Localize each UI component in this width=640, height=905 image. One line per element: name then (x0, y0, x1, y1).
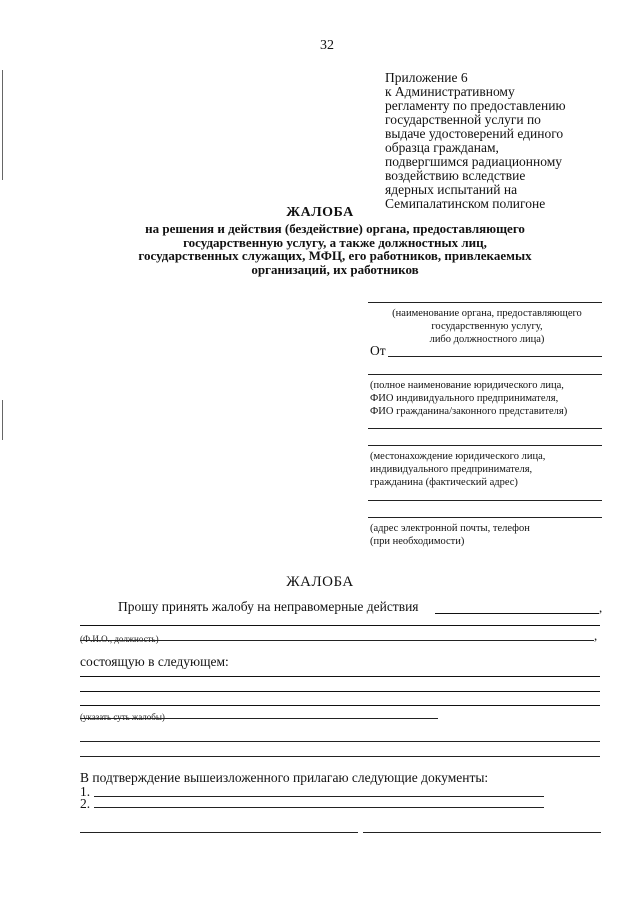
essence-hint: (указать суть жалобы) (80, 712, 165, 722)
subtitle-line: организаций, их работников (251, 261, 419, 277)
appendix-line: к Административному (385, 84, 515, 99)
consisting-text: состоящую в следующем: (80, 654, 229, 669)
scan-edge-mark (2, 400, 3, 440)
violator-field[interactable] (435, 613, 599, 614)
caption-line: ФИО индивидуального предпринимателя, (370, 393, 559, 404)
complaint-essence-field[interactable] (80, 756, 600, 757)
caption-line: гражданина (фактический адрес) (370, 477, 518, 488)
signature-field[interactable] (363, 832, 601, 833)
appendix-line: Семипалатинском полигоне (385, 196, 546, 211)
comma-mark: , (599, 600, 603, 615)
page-number: 32 (320, 38, 334, 53)
complaint-essence-field[interactable] (80, 676, 600, 677)
location-field[interactable] (368, 445, 602, 446)
contact-caption (370, 522, 610, 548)
comma-mark: , (594, 628, 598, 643)
caption-line: либо должностного лица) (429, 334, 545, 345)
organ-name-field[interactable] (368, 302, 602, 303)
caption-line: (наименование органа, предоставляющего (392, 308, 582, 319)
location-field[interactable] (368, 428, 602, 429)
caption-line: (адрес электронной почты, телефон (370, 523, 530, 534)
location-caption (370, 450, 610, 489)
date-field[interactable] (80, 832, 358, 833)
complaint-essence-field[interactable] (80, 705, 600, 706)
appendix-line: Приложение 6 (385, 70, 468, 85)
caption-line: ФИО гражданина/законного представителя) (370, 406, 568, 417)
subtitle-line: на решения и действия (бездействие) органа, предоставляющего (145, 221, 525, 236)
from-field[interactable] (388, 356, 602, 357)
applicant-name-field[interactable] (368, 374, 602, 375)
doc-item-field[interactable] (94, 807, 544, 808)
appendix-line: ядерных испытаний на (385, 182, 518, 197)
appendix-line: государственной услуги по (385, 112, 541, 127)
appendix-block (385, 71, 625, 211)
complaint-essence-field[interactable] (80, 691, 600, 692)
violator-field[interactable] (80, 625, 600, 626)
confirm-text: В подтверждение вышеизложенного прилагаю следующие документы: (80, 770, 489, 785)
appendix-line: воздействию вследствие (385, 168, 526, 183)
fio-hint: (Ф.И.О., должность) (80, 634, 159, 644)
document-subtitle (95, 222, 575, 276)
scan-edge-mark (2, 70, 3, 180)
caption-line: индивидуального предпринимателя, (370, 464, 533, 475)
doc-item-field[interactable] (94, 796, 544, 797)
appendix-line: подвергшимся радиационному (385, 154, 563, 169)
from-label: От (370, 343, 386, 358)
request-text: Прошу принять жалобу на неправомерные действия (118, 599, 419, 614)
contact-field[interactable] (368, 517, 602, 518)
subtitle-line: государственную услугу, а также должностных лиц, (183, 234, 487, 250)
doc-item-number: 2. (80, 796, 91, 811)
subtitle-line: государственных служащих, МФЦ, его работников, привлекаемых (138, 248, 532, 263)
caption-line: (полное наименование юридического лица, (370, 380, 564, 391)
appendix-line: выдаче удостоверений единого (385, 126, 564, 141)
caption-line: (при необходимости) (370, 536, 465, 547)
document-title: ЖАЛОБА (286, 205, 354, 220)
doc-item-number: 1. (80, 784, 91, 799)
appendix-line: регламенту по предоставлению (385, 98, 566, 113)
applicant-caption (370, 379, 610, 418)
contact-field[interactable] (368, 500, 602, 501)
organ-caption (372, 307, 602, 346)
complaint-essence-field[interactable] (80, 741, 600, 742)
caption-line: (местонахождение юридического лица, (370, 451, 546, 462)
appendix-line: образца гражданам, (385, 140, 499, 155)
complaint-heading: ЖАЛОБА (286, 574, 354, 590)
caption-line: государственную услугу, (431, 321, 543, 332)
